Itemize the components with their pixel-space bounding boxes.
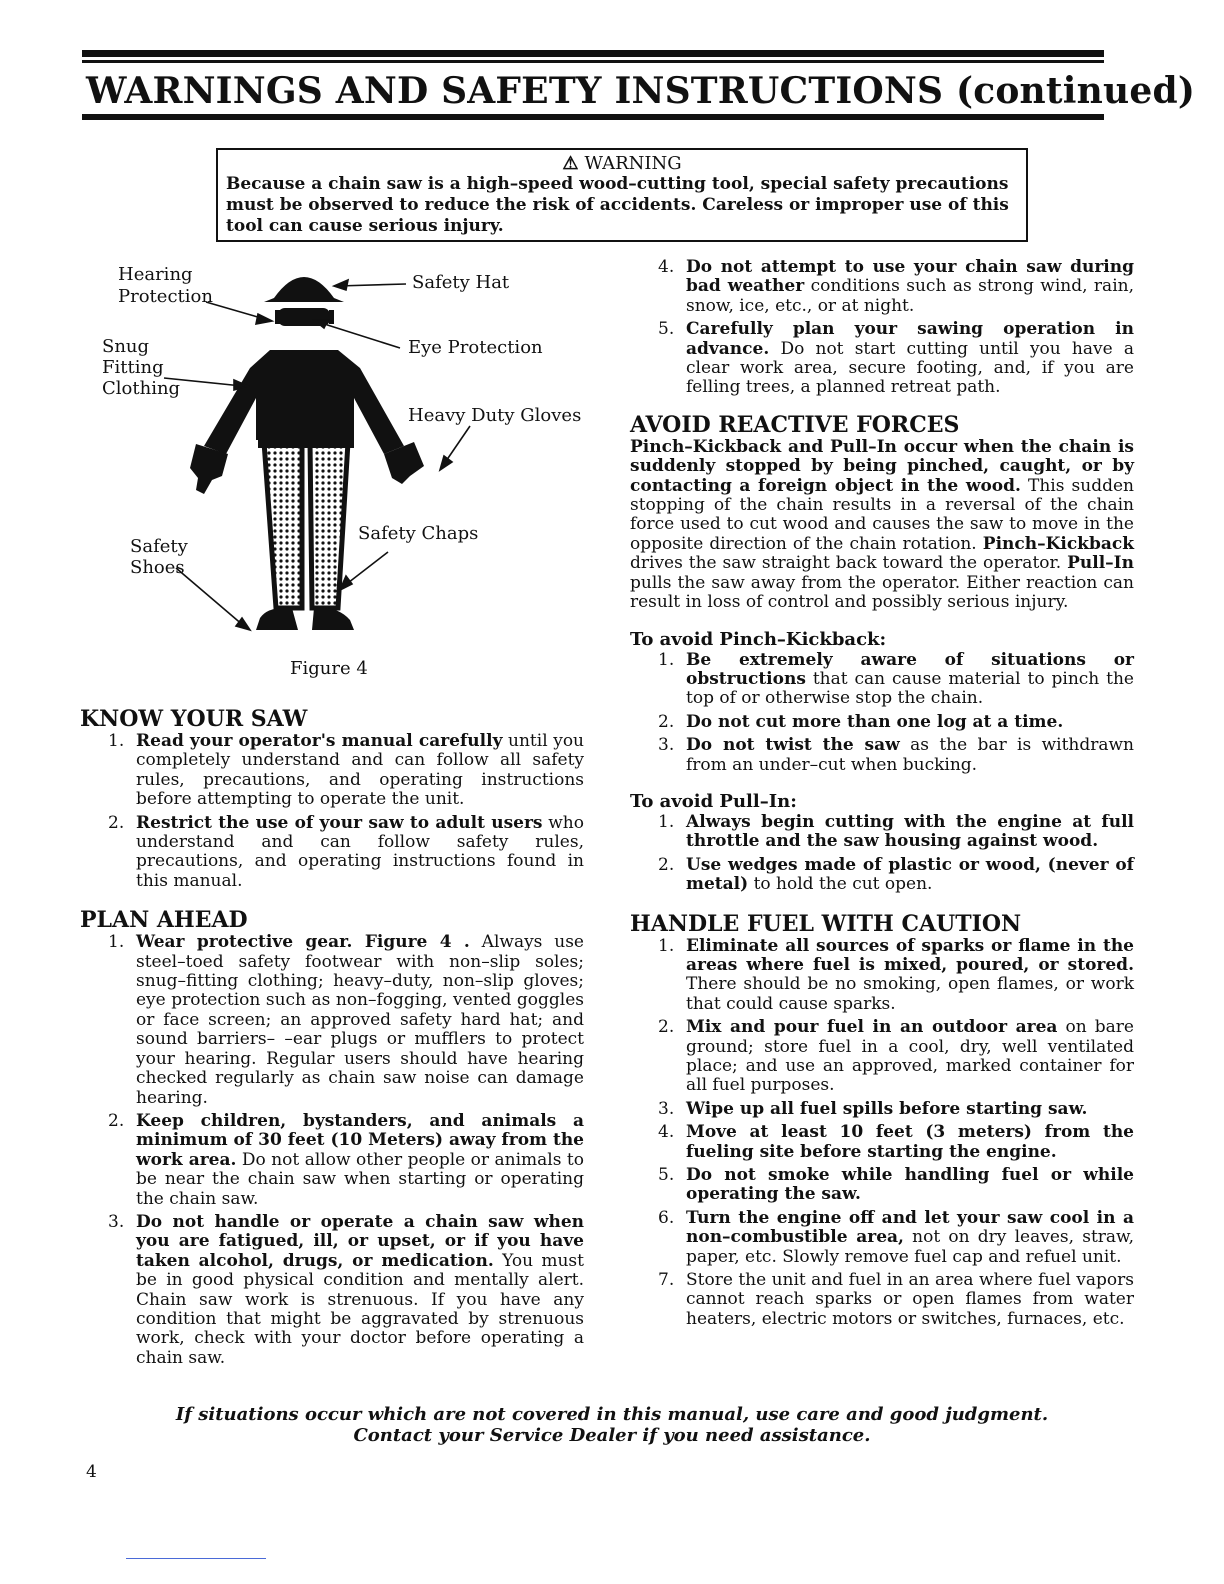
list-item: 5. Do not smoke while handling fuel or while operating the saw. xyxy=(658,1165,1134,1205)
pinch-kickback-list xyxy=(630,651,1134,775)
top-rule-thin xyxy=(82,60,1104,63)
page-title: WARNINGS AND SAFETY INSTRUCTIONS (continued) xyxy=(86,70,1196,112)
handle-fuel-list xyxy=(630,937,1134,1330)
left-leg-chaps xyxy=(264,442,302,608)
label-eye-protection: Eye Protection xyxy=(408,337,543,358)
reactive-forces-heading: AVOID REACTIVE FORCES xyxy=(630,411,960,438)
label-snug-3: Clothing xyxy=(102,378,181,399)
list-item: 2. Restrict the use of your saw to adult users who understand and can follow safety rules, precautions, and operating instructions found in this manual. xyxy=(108,812,584,891)
list-item: 1. Eliminate all sources of sparks or flame in the areas where fuel is mixed, poured, or stored. There should be no smoking, open flames, or work that could cause sparks. xyxy=(658,935,1134,1014)
hard-hat-icon xyxy=(264,277,344,302)
jacket-icon xyxy=(204,350,404,454)
label-snug-1: Snug xyxy=(102,336,150,357)
list-item: 2. Keep children, bystanders, and animals a minimum of 30 feet (10 Meters) away from the work area. Do not allow other people or animals to be near the chain saw when starting or operating the chain saw. xyxy=(108,1110,584,1209)
list-item: 7. Store the unit and fuel in an area where fuel vapors cannot reach sparks or open flames from water heaters, electric motors or switches, furnaces, etc. xyxy=(658,1270,1134,1329)
warning-text: Because a chain saw is a high–speed wood–cutting tool, special safety precautions must be observed to reduce the risk of accidents. Careless or improper use of this tool can cause serious injury. xyxy=(226,174,1009,236)
plan-ahead-heading: PLAN AHEAD xyxy=(80,907,248,934)
footer-line-1: If situations occur which are not covered in this manual, use care and good judgment. xyxy=(175,1404,1049,1425)
left-column xyxy=(80,706,584,1368)
footer-line-2: Contact your Service Dealer if you need assistance. xyxy=(353,1425,871,1446)
plan-ahead-list-continued xyxy=(630,258,1134,398)
list-item: 2. Do not cut more than one log at a time. xyxy=(658,711,1064,732)
plan-ahead-list xyxy=(80,933,584,1368)
scan-edge-line xyxy=(126,1558,266,1559)
list-item: 1. Be extremely aware of situations or obstructions that can cause material to pinch the top of or otherwise stop the chain. xyxy=(658,649,1134,709)
list-item: 2. Use wedges made of plastic or wood, (never of metal) to hold the cut open. xyxy=(658,854,1134,895)
label-chaps: Safety Chaps xyxy=(358,523,479,544)
handle-fuel-heading: HANDLE FUEL WITH CAUTION xyxy=(630,910,1022,937)
warning-heading xyxy=(226,154,1018,174)
list-item: 4. Do not attempt to use your chain saw during bad weather conditions such as strong wind, rain, snow, ice, etc., or at night. xyxy=(658,257,1134,316)
list-item: 4. Move at least 10 feet (3 meters) from the fueling site before starting the engine. xyxy=(658,1122,1134,1162)
list-item: 3. Do not handle or operate a chain saw when you are fatigued, ill, or upset, or if you have taken alcohol, drugs, or medication. You must be in good physical condition and mentally alert. Chain saw work is strenuous. If you have any condition that might be aggravated by strenuous work, check with your doctor before operating a chain saw. xyxy=(108,1211,584,1368)
list-item: 1. Wear protective gear. Figure 4 . Always use steel–toed safety footwear with non–slip soles; snug–fitting clothing; heavy–duty, non–slip gloves; eye protection such as non–fogging, vented goggles or face screen; an approved safety hard hat; and sound barriers– –ear plugs or mufflers to protect your hearing. Regular users should have hearing checked regularly as chain saw noise can damage hearing. xyxy=(108,932,584,1108)
title-underline xyxy=(82,114,1104,120)
figure-caption: Figure 4 xyxy=(290,658,368,679)
list-item: 5. Carefully plan your sawing operation in advance. Do not start cutting until you have a clear work area, secure footing, and, if you are felling trees, a planned retreat path. xyxy=(658,319,1134,398)
list-item: 1. Read your operator's manual carefully until you completely understand and can follow all safety rules, precautions, and operating instructions before attempting to operate the unit. xyxy=(108,731,585,810)
label-shoes-2: Shoes xyxy=(130,557,185,578)
label-hearing-1: Hearing xyxy=(118,264,193,285)
list-item: 3. Wipe up all fuel spills before starting saw. xyxy=(658,1098,1088,1119)
reactive-forces-paragraph: Pinch–Kickback and Pull–In occur when the chain is suddenly stopped by being pinched, caught, or by contacting a foreign object in the wood. This sudden stopping of the chain results in a reversal of the chain force used to cut wood and causes the saw to move in the opposite direction of the chain rotation. Pinch–Kickback drives the saw straight back toward the operator. Pull–In pulls the saw away from the operator. Either reaction can result in loss of control and possibly serious injury. xyxy=(630,436,1135,613)
know-your-saw-list xyxy=(80,732,584,891)
label-snug-2: Fitting xyxy=(102,357,164,378)
footer-note xyxy=(0,1404,1224,1446)
label-shoes-1: Safety xyxy=(130,536,188,557)
know-your-saw-heading: KNOW YOUR SAW xyxy=(80,706,308,732)
safety-gear-figure xyxy=(92,258,612,698)
list-item: 3. Do not twist the saw as the bar is withdrawn from an under–cut when bucking. xyxy=(658,735,1134,775)
right-column xyxy=(630,258,1134,1329)
label-safety-hat: Safety Hat xyxy=(412,272,510,293)
left-shoe-icon xyxy=(256,608,298,630)
page-number: 4 xyxy=(86,1462,97,1482)
pull-in-list xyxy=(630,813,1134,895)
pull-in-heading: To avoid Pull–In: xyxy=(630,790,797,812)
label-gloves: Heavy Duty Gloves xyxy=(408,405,582,426)
warning-box xyxy=(216,148,1028,242)
warning-triangle-icon: ⚠ xyxy=(562,153,579,174)
top-rule-thick xyxy=(82,50,1104,57)
right-shoe-icon xyxy=(312,608,354,630)
person-illustration xyxy=(92,258,612,698)
list-item: 6. Turn the engine off and let your saw cool in a non–combustible area, not on dry leaves, straw, paper, etc. Slowly remove fuel cap and refuel unit. xyxy=(658,1207,1134,1267)
list-item: 2. Mix and pour fuel in an outdoor area on bare ground; store fuel in a cool, dry, well ventilated place; and use an approved, marked container for all fuel purposes. xyxy=(658,1017,1134,1096)
list-item: 1. Always begin cutting with the engine at full throttle and the saw housing against wood. xyxy=(658,811,1134,852)
warning-label: WARNING xyxy=(584,153,682,174)
pinch-kickback-heading: To avoid Pinch–Kickback: xyxy=(630,628,887,650)
label-hearing-2: Protection xyxy=(118,286,213,307)
